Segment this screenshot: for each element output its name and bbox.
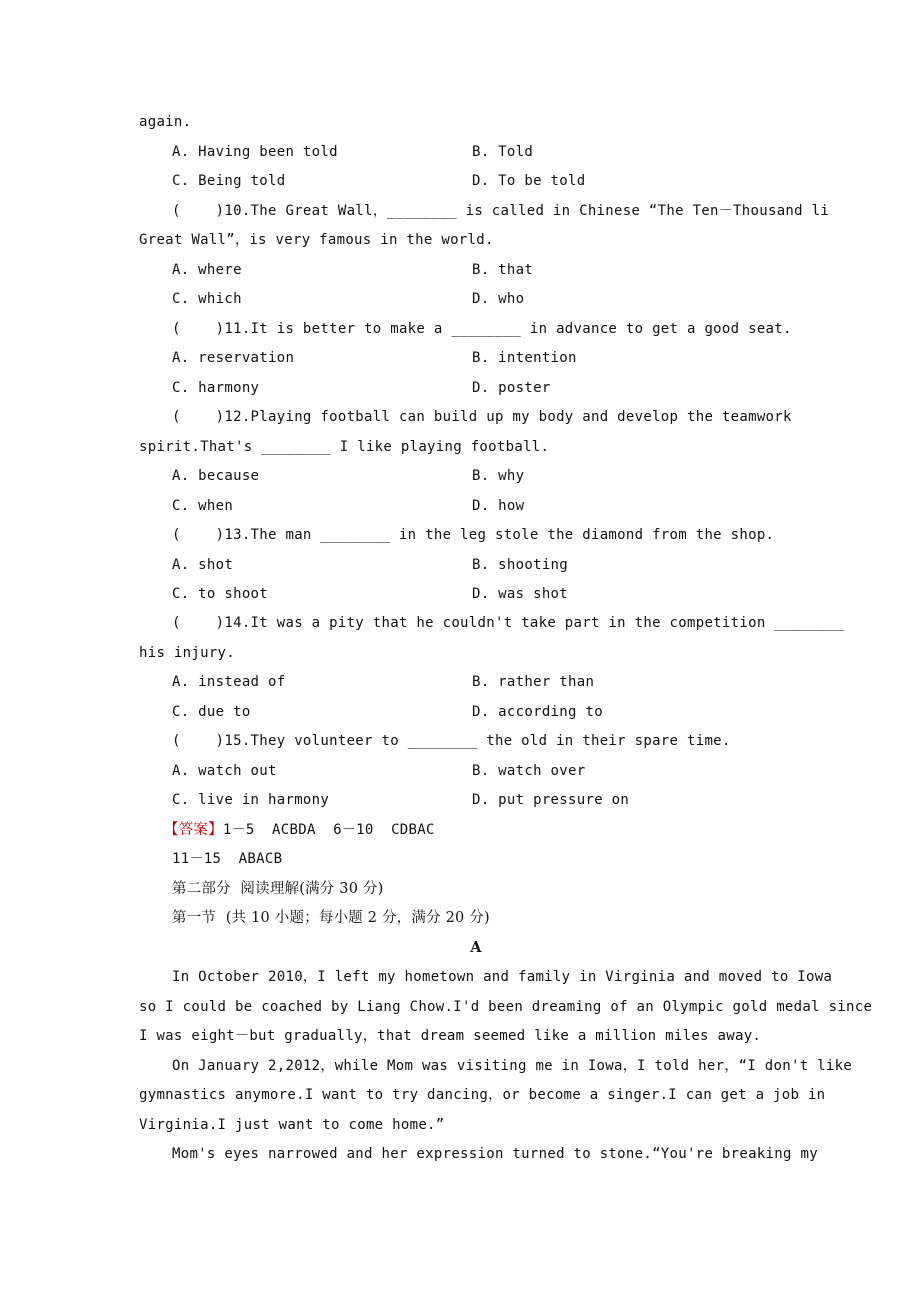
q12-option-c: C. when	[172, 498, 234, 514]
q12-stem-line1: ( )12.Playing football can build up my body and develop the teamwork	[172, 409, 792, 425]
q9-option-b: B. Told	[472, 144, 534, 160]
q11-option-a: A. reservation	[172, 350, 295, 366]
q12-option-a: A. because	[172, 468, 260, 484]
q10-stem-line1: ( )10.The Great Wall，________ is called in Chinese “The Ten－Thousand li	[172, 203, 830, 219]
q13-stem-line1: ( )13.The man ________ in the leg stole the diamond from the shop.	[172, 527, 775, 543]
q12-stem-line2: spirit.That's ________ I like playing football.	[139, 439, 550, 455]
q13-option-a: A. shot	[172, 557, 234, 573]
q14-option-a: A. instead of	[172, 674, 286, 690]
q9-option-d: D. To be told	[472, 173, 586, 189]
q15-option-c: C. live in harmony	[172, 792, 330, 808]
passage-p3-line1: Mom's eyes narrowed and her expression turned to stone.“You're breaking my	[172, 1146, 818, 1162]
answer-key-line1	[164, 820, 435, 840]
q10-option-a: A. where	[172, 262, 242, 278]
answer-key-1-10: 1－5 ACBDA 6－10 CDBAC	[222, 822, 435, 838]
answer-tag: 【答案】	[164, 822, 223, 838]
passage-p2-line2: gymnastics anymore.I want to try dancing，or become a singer.I can get a job in	[139, 1087, 826, 1103]
passage-label: A	[470, 939, 482, 956]
q11-option-d: D. poster	[472, 380, 551, 396]
q11-option-b: B. intention	[472, 350, 577, 366]
q13-option-d: D. was shot	[472, 586, 569, 602]
q10-option-b: B. that	[472, 262, 534, 278]
q15-option-a: A. watch out	[172, 763, 277, 779]
q9-option-a: A. Having been told	[172, 144, 338, 160]
part2-title: 第二部分 阅读理解(满分 30 分)	[172, 881, 384, 897]
q9-option-c: C. Being told	[172, 173, 286, 189]
q10-option-c: C. which	[172, 291, 242, 307]
answer-key-line2: 11－15 ABACB	[172, 851, 283, 867]
q12-option-b: B. why	[472, 468, 525, 484]
passage-p2-line1: On January 2,2012，while Mom was visiting me in Iowa，I told her，“I don't like	[172, 1058, 853, 1074]
q11-stem-line1: ( )11.It is better to make a ________ in advance to get a good seat.	[172, 321, 792, 337]
passage-p1-line1: In October 2010，I left my hometown and family in Virginia and moved to Iowa	[172, 969, 833, 985]
passage-p2-line3: Virginia.I just want to come home.”	[139, 1117, 445, 1133]
section1-title: 第一节 (共 10 小题；每小题 2 分，满分 20 分)	[172, 910, 490, 926]
q12-option-d: D. how	[472, 498, 525, 514]
q14-stem-line1: ( )14.It was a pity that he couldn't take part in the competition ________	[172, 615, 845, 631]
q14-option-b: B. rather than	[472, 674, 595, 690]
q13-option-b: B. shooting	[472, 557, 569, 573]
q15-option-d: D. put pressure on	[472, 792, 630, 808]
passage-p1-line2: so I could be coached by Liang Chow.I'd been dreaming of an Olympic gold medal since	[139, 999, 873, 1015]
q9-continuation: again.	[139, 114, 192, 130]
q14-option-d: D. according to	[472, 704, 603, 720]
q10-stem-line2: Great Wall”，is very famous in the world.	[139, 232, 494, 248]
q14-stem-line2: his injury.	[139, 645, 236, 661]
q10-option-d: D. who	[472, 291, 525, 307]
q14-option-c: C. due to	[172, 704, 251, 720]
q11-option-c: C. harmony	[172, 380, 260, 396]
passage-p1-line3: I was eight－but gradually，that dream seemed like a million miles away.	[139, 1028, 762, 1044]
q15-stem-line1: ( )15.They volunteer to ________ the old in their spare time.	[172, 733, 731, 749]
q13-option-c: C. to shoot	[172, 586, 269, 602]
q15-option-b: B. watch over	[472, 763, 586, 779]
